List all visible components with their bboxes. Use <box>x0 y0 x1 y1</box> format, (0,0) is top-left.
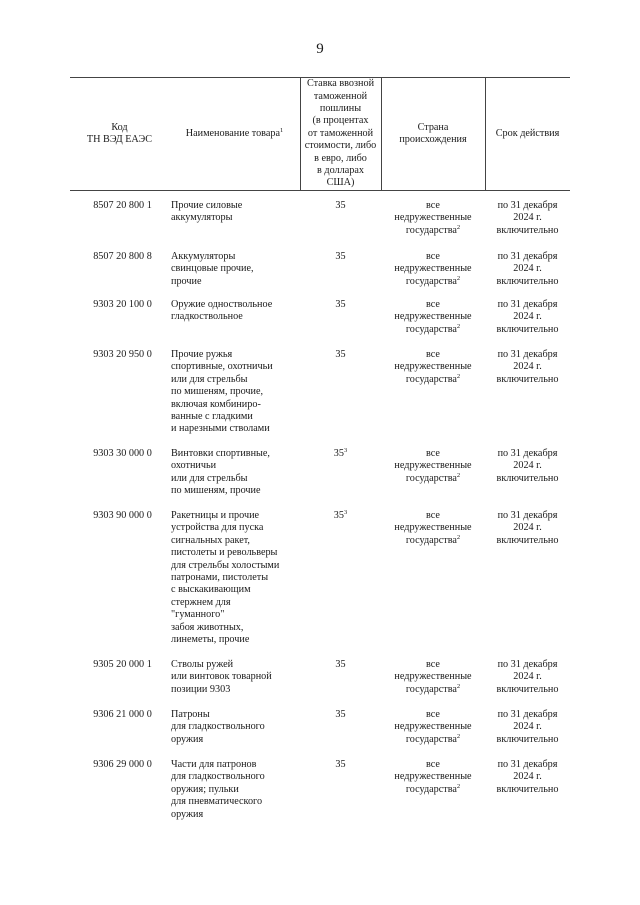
text-line: Ставка ввозной <box>306 78 375 90</box>
text-line: аккумуляторы <box>171 212 233 224</box>
country-footnote: 2 <box>456 682 461 690</box>
duty-rate: $35^3$ <box>333 447 348 459</box>
text-line: или для стрельбы <box>171 373 248 385</box>
origin-country <box>381 299 485 336</box>
text-line: прочие <box>171 275 202 287</box>
origin-country <box>381 200 485 237</box>
text-line: Стволы ружей <box>171 659 234 670</box>
text-line: позиции 9303 <box>171 683 231 695</box>
tnved-code: 9303 90 000 0 <box>93 510 152 521</box>
text-line: недружественные <box>394 721 472 733</box>
text-line: для пневматического <box>171 796 263 808</box>
text-line: включительно <box>496 783 559 795</box>
origin-country <box>381 448 485 485</box>
text-line: 2024 г. <box>513 212 542 224</box>
origin-country <box>381 709 485 746</box>
text-line: включительно <box>496 224 559 236</box>
text-line: недружественные <box>394 771 472 783</box>
text-line: Ракетницы и прочие <box>171 510 260 521</box>
text-line: по 31 декабря <box>497 709 558 720</box>
country-footnote: 2 <box>456 782 461 790</box>
text-line: по 31 декабря <box>497 510 558 521</box>
text-line: недружественные <box>394 212 472 224</box>
duty-rate: $35^3$ <box>333 509 348 521</box>
text-line: по мишеням, прочие, <box>171 386 264 398</box>
text-line: все <box>426 299 440 310</box>
text-line: недружественные <box>394 361 472 373</box>
product-name <box>171 448 300 498</box>
table-header <box>70 77 570 191</box>
text-line: включая комбиниро- <box>171 398 261 410</box>
text-line: все <box>426 759 440 770</box>
header-name: Наименование товара$^1$ <box>185 126 284 139</box>
text-line: включительно <box>496 275 559 287</box>
text-line: государства$^2$ <box>405 533 461 546</box>
text-line: Части для патронов <box>171 759 257 770</box>
country-footnote: 2 <box>456 732 461 740</box>
text-line: стоимости, либо <box>304 140 377 152</box>
text-line: государства$^2$ <box>405 322 461 335</box>
text-line: включительно <box>496 323 559 335</box>
text-line: Винтовки спортивные, <box>171 448 270 459</box>
validity-term <box>485 349 570 386</box>
origin-country <box>381 510 485 547</box>
text-line: Код <box>111 121 128 133</box>
duty-rate: 35 <box>335 200 346 211</box>
duty-rate: 35 <box>335 659 346 670</box>
text-line: таможенной <box>313 90 368 102</box>
text-line: по 31 декабря <box>497 251 558 262</box>
duty-rate: 35 <box>335 299 346 310</box>
text-line: Прочие силовые <box>171 200 243 211</box>
text-line: оружия; пульки <box>171 783 239 795</box>
product-name <box>171 349 300 436</box>
text-line: государства$^2$ <box>405 223 461 236</box>
validity-term <box>485 251 570 288</box>
validity-term <box>485 299 570 336</box>
text-line: Оружие одноствольное <box>171 299 273 310</box>
header-country <box>381 78 485 190</box>
text-line: по 31 декабря <box>497 659 558 670</box>
text-line: пистолеты и револьверы <box>171 547 278 559</box>
tariff-table <box>70 77 570 820</box>
text-line: 2024 г. <box>513 721 542 733</box>
text-line: государства$^2$ <box>405 274 461 287</box>
text-line: все <box>426 510 440 521</box>
header-name-footnote: 1 <box>280 126 284 134</box>
text-line: все <box>426 349 440 360</box>
text-line: линеметы, прочие <box>171 634 250 646</box>
text-line: государства$^2$ <box>405 732 461 745</box>
text-line: охотничьи <box>171 460 217 472</box>
text-line: по 31 декабря <box>497 299 558 310</box>
text-line: все <box>426 659 440 670</box>
text-line: ванные с гладкими <box>171 411 253 423</box>
text-line: сигнальных ракет, <box>171 534 250 546</box>
header-term: Срок действия <box>495 127 560 139</box>
duty-rate: 35 <box>335 349 346 360</box>
tnved-code: 9305 20 000 1 <box>93 659 152 670</box>
text-line: патронами, пистолеты <box>171 572 269 584</box>
tnved-code: 8507 20 800 8 <box>93 251 152 262</box>
validity-term <box>485 200 570 237</box>
header-divider <box>485 78 486 190</box>
text-line: все <box>426 200 440 211</box>
text-line: пошлины <box>319 102 362 114</box>
text-line: Прочие ружья <box>171 349 233 360</box>
text-line: Аккумуляторы <box>171 251 236 262</box>
text-line: включительно <box>496 683 559 695</box>
text-line: для гладкоствольного <box>171 771 265 783</box>
text-line: 2024 г. <box>513 460 542 472</box>
text-line: или винтовок товарной <box>171 671 272 683</box>
text-line: в долларах <box>317 165 364 177</box>
origin-country <box>381 659 485 696</box>
text-line: оружия <box>171 733 204 745</box>
text-line: Патроны <box>171 709 210 720</box>
text-line: стержнем для <box>171 596 231 608</box>
product-name <box>171 299 300 324</box>
validity-term <box>485 659 570 696</box>
header-code <box>70 78 169 190</box>
text-line: оружия <box>171 808 204 820</box>
text-line: происхождения <box>399 134 467 145</box>
text-line: включительно <box>496 472 559 484</box>
text-line: США) <box>326 177 355 189</box>
text-line: по 31 декабря <box>497 759 558 770</box>
product-name <box>171 200 300 225</box>
text-line: 2024 г. <box>513 771 542 783</box>
text-line: Страна <box>417 121 449 133</box>
header-divider <box>381 78 382 190</box>
text-line: все <box>426 709 440 720</box>
text-line: недружественные <box>394 263 472 275</box>
text-line: государства$^2$ <box>405 372 461 385</box>
text-line: спортивные, охотничьи <box>171 361 273 373</box>
text-line: включительно <box>496 733 559 745</box>
country-footnote: 2 <box>456 471 461 479</box>
validity-term <box>485 510 570 547</box>
text-line: государства$^2$ <box>405 782 461 795</box>
text-line: по мишеням, прочие <box>171 485 261 497</box>
text-line: по 31 декабря <box>497 200 558 211</box>
text-line: от таможенной <box>307 127 374 139</box>
header-rate <box>300 78 381 190</box>
tnved-code: 9306 29 000 0 <box>93 759 152 770</box>
text-line: все <box>426 448 440 459</box>
origin-country <box>381 759 485 796</box>
text-line: 2024 г. <box>513 361 542 373</box>
duty-rate: 35 <box>335 251 346 262</box>
text-line: гладкоствольное <box>171 311 243 323</box>
validity-term <box>485 448 570 485</box>
header-divider <box>300 78 301 190</box>
text-line: государства$^2$ <box>405 682 461 695</box>
country-footnote: 2 <box>456 533 461 541</box>
text-line: (в процентах <box>312 115 369 127</box>
text-line: все <box>426 251 440 262</box>
text-line: включительно <box>496 534 559 546</box>
country-footnote: 2 <box>456 223 461 231</box>
product-name <box>171 709 300 746</box>
product-name <box>171 251 300 288</box>
origin-country <box>381 251 485 288</box>
page-number: 9 <box>316 41 324 57</box>
text-line: для гладкоствольного <box>171 721 265 733</box>
text-line: государства$^2$ <box>405 471 461 484</box>
text-line: 2024 г. <box>513 522 542 534</box>
text-line: включительно <box>496 373 559 385</box>
validity-term <box>485 709 570 746</box>
text-line: для стрельбы холостыми <box>171 559 280 571</box>
text-line: или для стрельбы <box>171 472 248 484</box>
text-line: 2024 г. <box>513 671 542 683</box>
duty-rate: 35 <box>335 759 346 770</box>
tnved-code: 9306 21 000 0 <box>93 709 152 720</box>
product-name <box>171 759 300 821</box>
text-line: недружественные <box>394 311 472 323</box>
validity-term <box>485 759 570 796</box>
text-line: недружественные <box>394 460 472 472</box>
tnved-code: 8507 20 800 1 <box>93 200 152 211</box>
text-line: и нарезными стволами <box>171 423 270 435</box>
text-line: недружественные <box>394 522 472 534</box>
text-line: свинцовые прочие, <box>171 263 254 275</box>
rate-footnote: 3 <box>343 509 348 516</box>
text-line: с выскакивающим <box>171 584 251 596</box>
text-line: ТН ВЭД ЕАЭС <box>86 134 153 145</box>
product-name <box>171 510 300 646</box>
product-name <box>171 659 300 696</box>
country-footnote: 2 <box>456 274 461 282</box>
tnved-code: 9303 20 100 0 <box>93 299 152 310</box>
text-line: устройства для пуска <box>171 522 264 534</box>
text-line: по 31 декабря <box>497 448 558 459</box>
text-line: забоя животных, <box>171 621 244 633</box>
country-footnote: 2 <box>456 372 461 380</box>
text-line: 2024 г. <box>513 311 542 323</box>
text-line: в евро, либо <box>314 152 367 164</box>
text-line: 2024 г. <box>513 263 542 275</box>
text-line: "гуманного" <box>171 609 225 621</box>
rate-footnote: 3 <box>343 447 348 454</box>
text-line: недружественные <box>394 671 472 683</box>
tnved-code: 9303 20 950 0 <box>93 349 152 360</box>
country-footnote: 2 <box>456 322 461 330</box>
tnved-code: 9303 30 000 0 <box>93 448 152 459</box>
origin-country <box>381 349 485 386</box>
duty-rate: 35 <box>335 709 346 720</box>
text-line: по 31 декабря <box>497 349 558 360</box>
